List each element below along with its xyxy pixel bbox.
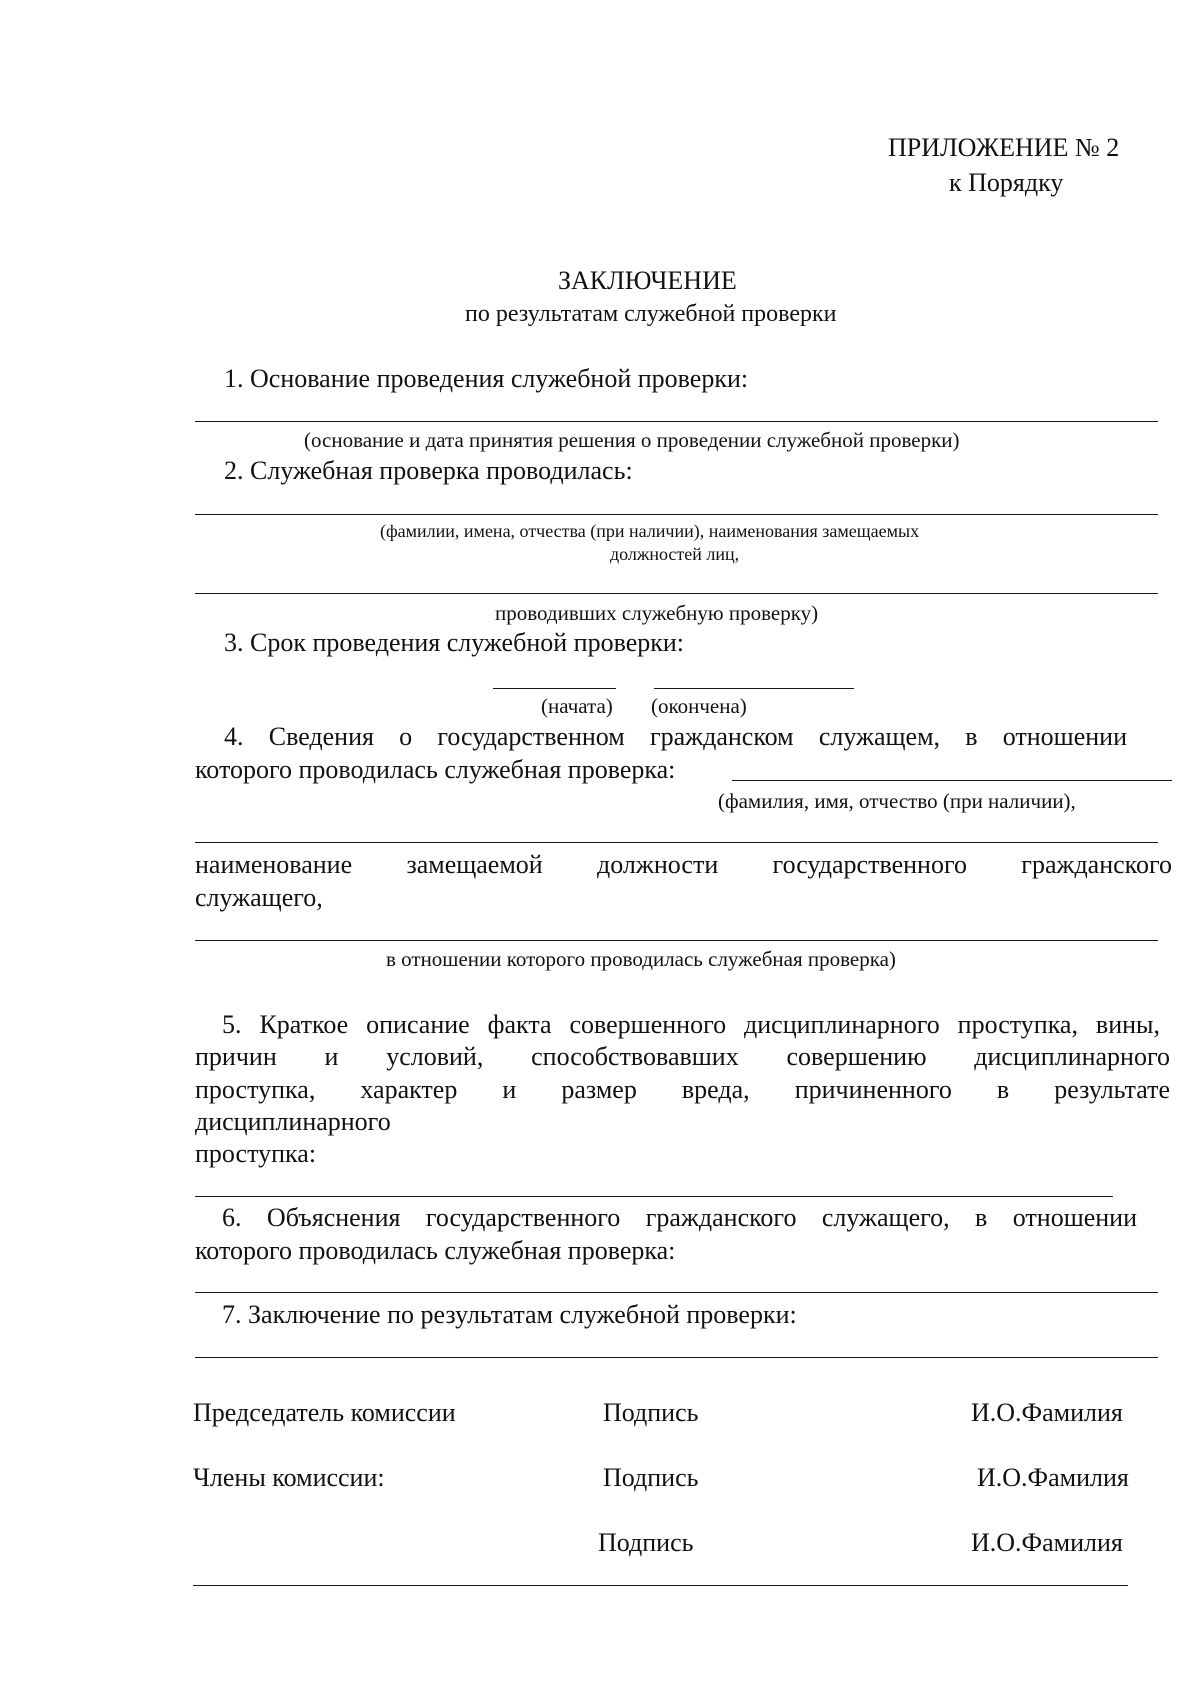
- section3-end-line: [654, 688, 854, 689]
- appendix-reference: к Порядку: [949, 168, 1064, 197]
- appendix-number: ПРИЛОЖЕНИЕ № 2: [888, 133, 1120, 162]
- section1-caption: (основание и дата принятия решения о проведении служебной проверки): [304, 428, 960, 452]
- section4-line3: наименование замещаемой должности государственного гражданского: [195, 850, 1172, 879]
- section2-caption-line1: (фамилии, имена, отчества (при наличии), наименования замещаемых: [380, 521, 920, 541]
- signatures-bottom-line: [193, 1585, 1128, 1586]
- section6-line2: которого проводилась служебная проверка:: [195, 1236, 676, 1265]
- member2-name: И.О.Фамилия: [971, 1528, 1123, 1557]
- section2-caption-line3: проводивших служебную проверку): [495, 601, 819, 625]
- section2-heading: 2. Служебная проверка проводилась:: [224, 456, 633, 485]
- section7-fill-line: [195, 1357, 1158, 1358]
- section4-caption2: в отношении которого проводилась служебная проверка): [386, 947, 896, 971]
- section4-caption1: (фамилия, имя, отчество (при наличии),: [718, 789, 1076, 813]
- section6-line1: 6. Объяснения государственного гражданского служащего, в отношении: [222, 1203, 1137, 1232]
- member2-signature: Подпись: [598, 1528, 694, 1557]
- chair-name: И.О.Фамилия: [971, 1398, 1123, 1427]
- section4-fill-line-1: [195, 842, 1158, 843]
- section2-fill-line-2: [195, 593, 1158, 594]
- section5-line5: проступка:: [195, 1139, 317, 1168]
- section4-fill-line-2: [195, 940, 1158, 941]
- section3-heading: 3. Срок проведения служебной проверки:: [224, 628, 685, 657]
- document-subtitle: по результатам служебной проверки: [465, 301, 837, 327]
- section2-fill-line-1: [195, 514, 1158, 515]
- chair-signature: Подпись: [603, 1398, 699, 1427]
- section2-caption-line2: должностей лиц,: [610, 544, 740, 564]
- document-title: ЗАКЛЮЧЕНИЕ: [558, 266, 737, 295]
- section6-fill-line: [195, 1292, 1158, 1293]
- section1-fill-line: [195, 421, 1158, 422]
- section5-line1: 5. Краткое описание факта совершенного дисциплинарного проступка, вины,: [222, 1010, 1160, 1039]
- members-label: Члены комиссии:: [193, 1463, 385, 1492]
- section3-ended-caption: (окончена): [651, 694, 747, 718]
- member1-name: И.О.Фамилия: [977, 1463, 1129, 1492]
- section7-heading: 7. Заключение по результатам служебной проверки:: [222, 1300, 797, 1329]
- section4-line1: 4. Сведения о государственном гражданском служащем, в отношении: [224, 722, 1127, 751]
- section4-name-line: [732, 780, 1172, 781]
- chair-label: Председатель комиссии: [193, 1398, 456, 1427]
- section3-started-caption: (начата): [541, 694, 613, 718]
- section4-line2: которого проводилась служебная проверка:: [195, 755, 676, 784]
- section3-start-line: [493, 688, 616, 689]
- section1-heading: 1. Основание проведения служебной проверки:: [224, 364, 749, 393]
- section5-line2: причин и условий, способствовавших совершению дисциплинарного: [195, 1042, 1170, 1071]
- section4-line4: служащего,: [195, 883, 323, 912]
- section5-line3: проступка, характер и размер вреда, причиненного в результате: [195, 1075, 1170, 1104]
- section5-fill-line: [195, 1196, 1113, 1197]
- section5-line4: дисциплинарного: [195, 1107, 391, 1136]
- member1-signature: Подпись: [603, 1463, 699, 1492]
